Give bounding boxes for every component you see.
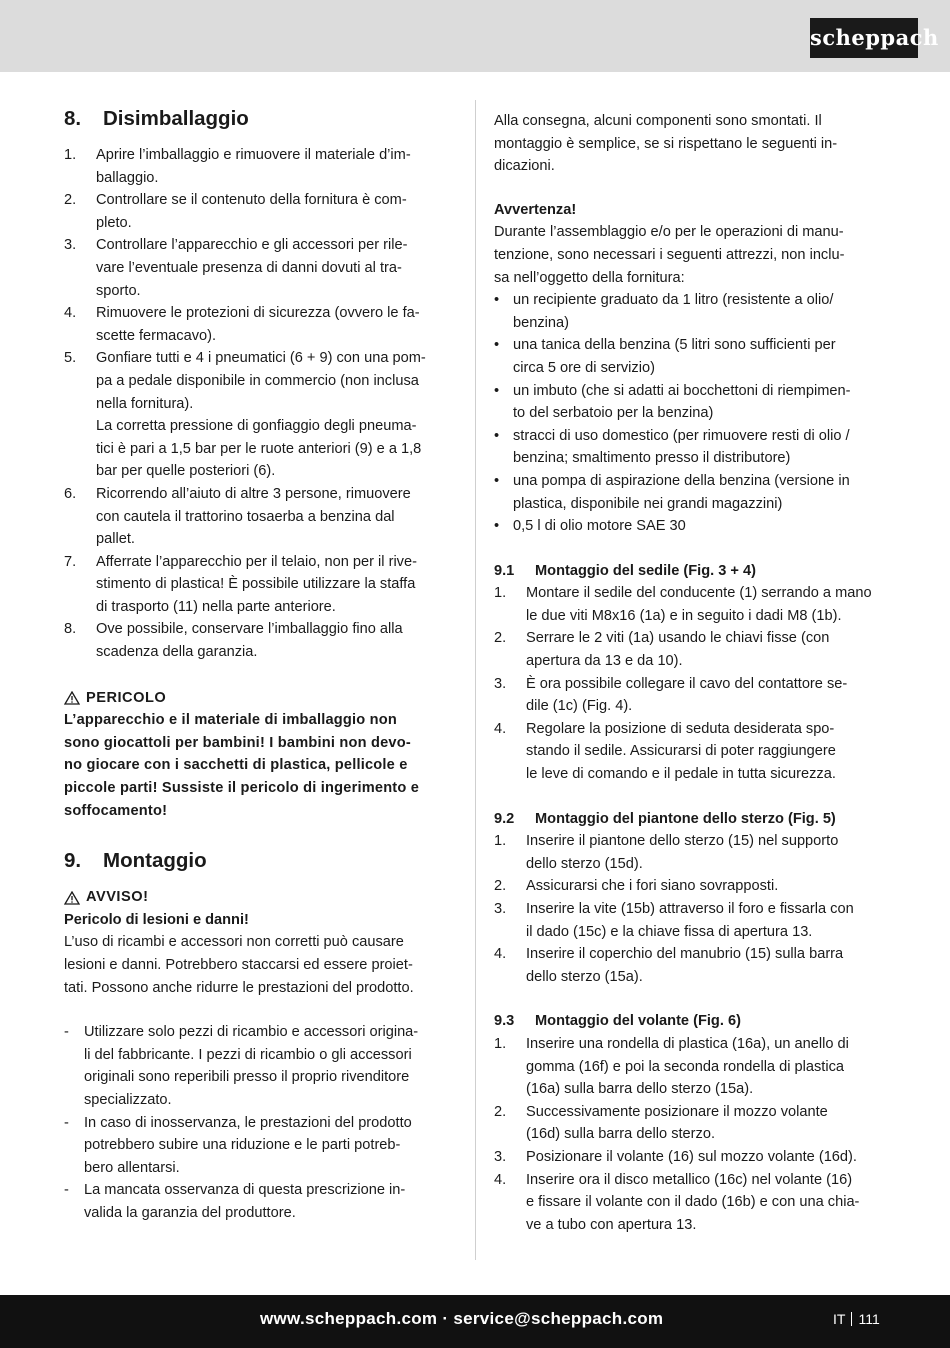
- list-item: [494, 943, 886, 988]
- footer-bar: [0, 1295, 950, 1348]
- text-line: li del fabbricante. I pezzi di ricambio o gli accessori: [84, 1046, 412, 1063]
- text-line: Afferrate l’apparecchio per il telaio, non per il rive-: [96, 553, 417, 570]
- text-line: tici è pari a 1,5 bar per le ruote anteriori (9) e a 1,8: [96, 440, 422, 457]
- list-item: [494, 1101, 886, 1146]
- text-line: Utilizzare solo pezzi di ricambio e accessori origina-: [84, 1024, 419, 1041]
- list-item-text: [96, 483, 457, 551]
- step-number: 2.: [494, 878, 507, 895]
- bullet-marker: •: [494, 292, 500, 309]
- section-9-3-heading: [494, 1010, 886, 1033]
- text-line: sporto.: [96, 282, 141, 299]
- text-line: circa 5 ore di servizio): [513, 359, 655, 376]
- list-item: [64, 347, 457, 483]
- step-number: 3.: [494, 1148, 507, 1165]
- text-line: sa nell’oggetto della fornitura:: [494, 269, 685, 286]
- list-item-text: [526, 943, 886, 988]
- text-line: lesioni e danni. Potrebbero staccarsi ed essere proiet-: [64, 957, 413, 973]
- section-8-title: Disimballaggio: [103, 107, 249, 130]
- page-number: [833, 1295, 880, 1343]
- text-line: La mancata osservanza di questa prescrizione in-: [84, 1182, 406, 1199]
- step-number: 3.: [494, 901, 507, 917]
- text-line: un imbuto (che si adatti ai bocchettoni di riempimen-: [513, 382, 851, 399]
- list-item: [64, 144, 457, 189]
- list-item: [494, 1033, 886, 1101]
- text-line: dello sterzo (15d).: [526, 855, 643, 872]
- text-line: to del serbatoio per la benzina): [513, 405, 714, 422]
- list-item: [494, 380, 886, 425]
- page-separator: [851, 1312, 852, 1326]
- list-item-text: [513, 334, 886, 379]
- text-line: ballaggio.: [96, 169, 159, 186]
- column-divider: [475, 100, 476, 1260]
- danger-heading: [64, 687, 457, 710]
- list-item: [494, 718, 886, 786]
- step-number: 4.: [494, 1171, 507, 1188]
- text-line: L’uso di ricambi e accessori non corretti può causare: [64, 934, 404, 951]
- list-item: [494, 898, 886, 943]
- section-9-1-heading: [494, 560, 886, 583]
- text-line: Montare il sedile del conducente (1) serrando a mano: [526, 585, 872, 602]
- text-line: benzina; smaltimento presso il distributore): [513, 450, 791, 467]
- text-line: Posizionare il volante (16) sul mozzo volante (16d).: [526, 1148, 857, 1165]
- seat-steps: [494, 582, 886, 785]
- list-item-text: [526, 1169, 886, 1237]
- list-item-text: [526, 830, 886, 875]
- list-item-text: [96, 144, 457, 189]
- page-number-value: 111: [858, 1311, 880, 1327]
- list-item-text: [513, 515, 886, 538]
- text-line: gomma (16f) e poi la seconda rondella di plastica: [526, 1058, 844, 1075]
- list-item-text: [526, 673, 886, 718]
- text-line: con cautela il trattorino tosaerba a benzina dal: [96, 508, 395, 525]
- step-number: 1.: [494, 585, 507, 602]
- step-number: 1.: [494, 833, 507, 850]
- text-line: le due viti M8x16 (1a) e in seguito i dadi M8 (1b).: [526, 607, 842, 624]
- text-line: soffocamento!: [64, 802, 168, 819]
- list-item-text: [96, 347, 457, 483]
- text-line: dello sterzo (15a).: [526, 968, 643, 985]
- warning-title: Avvertenza!: [494, 201, 577, 218]
- text-line: È ora possibile collegare il cavo del contattore se-: [526, 675, 848, 692]
- text-line: Gonfiare tutti e 4 i pneumatici (6 + 9) con una pom-: [96, 350, 426, 367]
- section-9-number: 9.: [64, 849, 82, 873]
- list-item: [64, 483, 457, 551]
- step-number: 2.: [494, 630, 507, 647]
- section-9-title: Montaggio: [103, 849, 207, 873]
- bullet-marker: •: [494, 518, 500, 535]
- bullet-marker: •: [494, 472, 500, 489]
- text-line: Ove possibile, conservare l’imballaggio fino alla: [96, 621, 403, 638]
- list-item: [64, 551, 457, 619]
- text-line: vare l’eventuale presenza di danni dovuti al tra-: [96, 259, 402, 276]
- list-item: [64, 1021, 457, 1111]
- text-line: Inserire il piantone dello sterzo (15) nel supporto: [526, 833, 839, 850]
- step-number: 8.: [64, 621, 77, 638]
- text-line: Regolare la posizione di seduta desiderata spo-: [526, 720, 835, 737]
- list-item-text: [526, 1033, 886, 1101]
- step-number: 5.: [64, 350, 77, 367]
- notice-label: AVVISO!: [86, 889, 149, 906]
- dash-marker: -: [64, 1114, 69, 1131]
- text-line: La corretta pressione di gonfiaggio degli pneuma-: [96, 418, 417, 435]
- list-item-text: [513, 380, 886, 425]
- text-line: sono giocattoli per bambini! I bambini non devo-: [64, 734, 411, 751]
- notice-dash-list: [64, 1021, 457, 1224]
- dash-marker: -: [64, 1182, 69, 1199]
- section-9-heading: [64, 848, 457, 874]
- text-line: un recipiente graduato da 1 litro (resistente a olio/: [513, 292, 834, 309]
- list-item: [494, 1146, 886, 1169]
- text-line: montaggio è semplice, se si rispettano le seguenti in-: [494, 135, 838, 152]
- language-code: IT: [833, 1311, 846, 1327]
- text-line: le leve di comando e il pedale in tutta sicurezza.: [526, 766, 836, 783]
- list-item: [494, 425, 886, 470]
- text-line: pallet.: [96, 531, 135, 548]
- text-line: Ricorrendo all’aiuto di altre 3 persone, rimuovere: [96, 485, 411, 502]
- list-item-text: [526, 1146, 886, 1169]
- danger-label: PERICOLO: [86, 689, 167, 706]
- right-column: [494, 100, 886, 1236]
- text-line: pa a pedale disponibile in commercio (non inclusa: [96, 372, 419, 389]
- text-line: Inserire ora il disco metallico (16c) nel volante (16): [526, 1171, 853, 1188]
- list-item-text: [84, 1112, 457, 1180]
- list-item: [64, 189, 457, 234]
- text-line: Serrare le 2 viti (1a) usando le chiavi fisse (con: [526, 630, 830, 647]
- steering-column-steps: [494, 830, 886, 988]
- notice-text: [64, 931, 457, 999]
- text-line: In caso di inosservanza, le prestazioni del prodotto: [84, 1114, 412, 1131]
- bullet-marker: •: [494, 427, 500, 444]
- text-line: nella fornitura).: [96, 395, 194, 412]
- list-item: [64, 618, 457, 663]
- list-item: [494, 830, 886, 875]
- warning-triangle-icon: [64, 691, 80, 705]
- text-line: Alla consegna, alcuni componenti sono smontati. Il: [494, 113, 822, 129]
- list-item-text: [96, 618, 457, 663]
- text-line: apertura da 13 e da 10).: [526, 653, 683, 670]
- warning-text: [494, 221, 886, 289]
- text-line: bar per quelle posteriori (6).: [96, 463, 276, 480]
- list-item-text: [96, 551, 457, 619]
- list-item-text: [96, 302, 457, 347]
- text-line: tati. Possono anche ridurre le prestazioni del prodotto.: [64, 979, 414, 996]
- warning-triangle-icon: [64, 891, 80, 905]
- step-number: 7.: [64, 553, 77, 570]
- list-item: [494, 334, 886, 379]
- steering-wheel-steps: [494, 1033, 886, 1236]
- list-item-text: [526, 898, 886, 943]
- list-item-text: [84, 1179, 457, 1224]
- bullet-marker: •: [494, 337, 500, 354]
- step-number: 1.: [494, 1035, 507, 1052]
- list-item-text: [513, 470, 886, 515]
- text-line: Inserire la vite (15b) attraverso il foro e fissarla con: [526, 901, 854, 917]
- list-item-text: [526, 718, 886, 786]
- assembly-intro: [494, 110, 886, 178]
- list-item-text: [526, 875, 886, 898]
- list-item-text: [526, 582, 886, 627]
- list-item-text: [96, 189, 457, 234]
- text-line: una pompa di aspirazione della benzina (versione in: [513, 472, 850, 489]
- text-line: originali sono reperibili presso il proprio rivenditore: [84, 1069, 410, 1086]
- text-line: Successivamente posizionare il mozzo volante: [526, 1103, 828, 1120]
- step-number: 4.: [494, 720, 507, 737]
- section-9-3-title: Montaggio del volante (Fig. 6): [535, 1013, 741, 1030]
- list-item: [494, 515, 886, 538]
- text-line: tenzione, sono necessari i seguenti attrezzi, non inclu-: [494, 246, 845, 263]
- header-bar: [0, 0, 950, 72]
- list-item-text: [526, 627, 886, 672]
- list-item: [64, 1112, 457, 1180]
- text-line: piccole parti! Sussiste il pericolo di ingerimento e: [64, 780, 420, 797]
- step-number: 3.: [64, 237, 77, 254]
- text-line: pleto.: [96, 214, 132, 231]
- list-item: [494, 470, 886, 515]
- text-line: Rimuovere le protezioni di sicurezza (ovvero le fa-: [96, 305, 420, 322]
- list-item-text: [513, 289, 886, 334]
- section-9-3-number: 9.3: [494, 1013, 515, 1030]
- text-line: plastica, disponibile nei grandi magazzini): [513, 495, 783, 512]
- footer-website: www.scheppach.com · service@scheppach.com: [260, 1309, 664, 1328]
- section-9-2-title: Montaggio del piantone dello sterzo (Fig. 5): [535, 810, 836, 827]
- step-number: 4.: [494, 946, 507, 963]
- text-line: di trasporto (11) nella parte anteriore.: [96, 598, 336, 615]
- text-line: una tanica della benzina (5 litri sono sufficienti per: [513, 337, 836, 354]
- text-line: stimento di plastica! È possibile utilizzare la staffa: [96, 576, 416, 593]
- text-line: Inserire il coperchio del manubrio (15) sulla barra: [526, 946, 844, 963]
- step-number: 1.: [64, 147, 77, 163]
- step-number: 4.: [64, 305, 77, 322]
- unpacking-steps: [64, 144, 457, 664]
- tools-list: [494, 289, 886, 538]
- list-item-text: [513, 425, 886, 470]
- text-line: Durante l’assemblaggio e/o per le operazioni di manu-: [494, 224, 844, 241]
- text-line: il dado (15c) e la chiave fissa di apertura 13.: [526, 923, 813, 940]
- list-item: [494, 627, 886, 672]
- text-line: (16a) sulla barra dello sterzo (15a).: [526, 1081, 754, 1098]
- text-line: dile (1c) (Fig. 4).: [526, 698, 633, 715]
- section-8-heading: [64, 106, 457, 132]
- text-line: Assicurarsi che i fori siano sovrapposti.: [526, 878, 779, 895]
- text-line: 0,5 l di olio motore SAE 30: [513, 518, 686, 535]
- text-line: bero allentarsi.: [84, 1159, 180, 1176]
- text-line: stracci di uso domestico (per rimuovere resti di olio /: [513, 427, 850, 444]
- bullet-marker: •: [494, 382, 500, 399]
- text-line: L’apparecchio e il materiale di imballaggio non: [64, 712, 397, 729]
- notice-subtitle: Pericolo di lesioni e danni!: [64, 911, 249, 928]
- list-item-text: [96, 234, 457, 302]
- list-item: [494, 289, 886, 334]
- text-line: specializzato.: [84, 1091, 172, 1108]
- step-number: 2.: [64, 192, 77, 209]
- text-line: valida la garanzia del produttore.: [84, 1204, 296, 1221]
- dash-marker: -: [64, 1024, 69, 1041]
- text-line: scadenza della garanzia.: [96, 644, 258, 661]
- step-number: 6.: [64, 485, 77, 502]
- text-line: scette fermacavo).: [96, 327, 217, 344]
- text-line: e fissare il volante con il dado (16b) e con una chia-: [526, 1194, 860, 1211]
- list-item: [64, 1179, 457, 1224]
- text-line: (16d) sulla barra dello sterzo.: [526, 1126, 715, 1143]
- list-item: [64, 302, 457, 347]
- section-9-2-heading: [494, 808, 886, 831]
- text-line: Inserire una rondella di plastica (16a), un anello di: [526, 1035, 849, 1052]
- list-item-text: [84, 1021, 457, 1111]
- text-line: Aprire l’imballaggio e rimuovere il materiale d’im-: [96, 147, 411, 163]
- danger-text: [64, 709, 457, 822]
- list-item-text: [526, 1101, 886, 1146]
- scheppach-logo: scheppach: [810, 18, 918, 58]
- text-line: Controllare l’apparecchio e gli accessori per rile-: [96, 237, 408, 254]
- list-item: [494, 1169, 886, 1237]
- text-line: no giocare con i sacchetti di plastica, pellicole e: [64, 757, 408, 774]
- list-item: [494, 582, 886, 627]
- text-line: Controllare se il contenuto della fornitura è com-: [96, 192, 407, 209]
- left-column: [64, 100, 457, 1225]
- list-item: [494, 673, 886, 718]
- step-number: 2.: [494, 1103, 507, 1120]
- step-number: 3.: [494, 675, 507, 692]
- text-line: ve a tubo con apertura 13.: [526, 1216, 697, 1233]
- text-line: stando il sedile. Assicurarsi di poter raggiungere: [526, 743, 836, 760]
- text-line: dicazioni.: [494, 158, 555, 175]
- text-line: potrebbero subire una riduzione e le parti potreb-: [84, 1137, 401, 1154]
- section-9-1-number: 9.1: [494, 562, 515, 579]
- text-line: benzina): [513, 314, 569, 331]
- section-9-2-number: 9.2: [494, 810, 515, 827]
- section-8-number: 8.: [64, 107, 82, 130]
- notice-heading: [64, 886, 457, 909]
- section-9-1-title: Montaggio del sedile (Fig. 3 + 4): [535, 562, 756, 579]
- list-item: [64, 234, 457, 302]
- list-item: [494, 875, 886, 898]
